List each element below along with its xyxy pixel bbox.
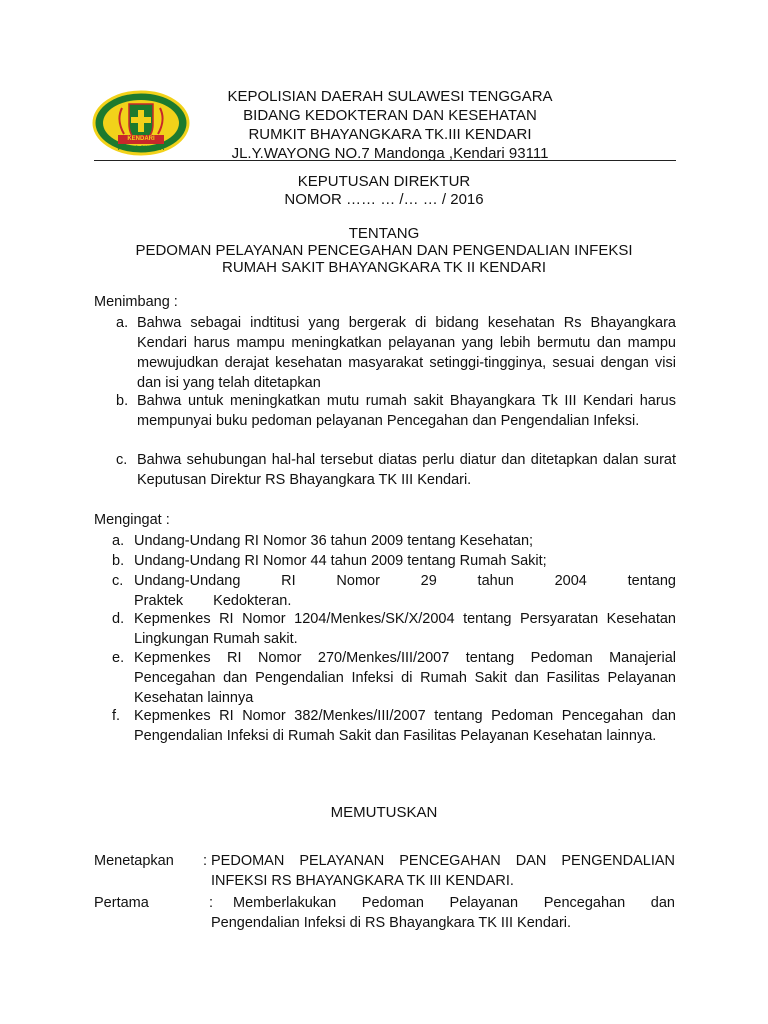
list-marker: a. bbox=[116, 315, 129, 331]
list-item-text: Undang-Undang RI Nomor 44 tahun 2009 tentang Rumah Sakit; bbox=[134, 553, 547, 569]
list-marker: b. bbox=[116, 393, 129, 409]
list-marker: c. bbox=[112, 573, 124, 589]
menetapkan-text: PEDOMAN PELAYANAN PENCEGAHAN DAN PENGENDALIAN INFEKSI RS BHAYANGKARA TK III KENDARI. bbox=[211, 853, 675, 889]
menimbang-label: Menimbang : bbox=[94, 294, 178, 310]
letterhead-institution: KEPOLISIAN DAERAH SULAWESI TENGGARA bbox=[227, 88, 553, 105]
letterhead-division: BIDANG KEDOKTERAN DAN KESEHATAN bbox=[243, 107, 537, 124]
decree-number: NOMOR …… … /… … / 2016 bbox=[284, 191, 484, 208]
list-marker: b. bbox=[112, 553, 125, 569]
list-item-text: Bahwa sehubungan hal-hal tersebut diatas perlu diatur dan ditetapkan dalan surat Keputusan Direktur RS Bhayangkara TK III Kendari. bbox=[137, 452, 676, 488]
pertama-text: Memberlakukan Pedoman Pelayanan Pencegahan dan Pengendalian Infeksi di RS Bhayangkara TK III Kendari. bbox=[211, 895, 675, 931]
letterhead-divider bbox=[94, 160, 676, 161]
list-item-text: Bahwa sebagai indtitusi yang bergerak di bidang kesehatan Rs Bhayangkara Kendari harus mampu meningkatkan pelayanan yang lebih bermutu dan mampu mewujudkan derajat kesehatan masyarakat setinggi-tingginya, sesuai dengan visi dan isi yang telah ditetapkan bbox=[137, 315, 676, 391]
menetapkan-label: Menetapkan bbox=[94, 853, 174, 869]
logo-band-top-text: KENDARI bbox=[127, 136, 155, 142]
decree-about: TENTANG bbox=[348, 225, 420, 242]
list-marker: d. bbox=[112, 611, 125, 627]
list-marker: c. bbox=[116, 452, 128, 468]
list-item-text: Kepmenkes RI Nomor 270/Menkes/III/2007 tentang Pedoman Manajerial Pencegahan dan Pengendalian Infeksi di Rumah Sakit dan Fasilitas Pelayanan Kesehatan lainnya bbox=[134, 650, 676, 706]
list-item-text: Kepmenkes RI Nomor 1204/Menkes/SK/X/2004 tentang Persyaratan Kesehatan Lingkungan Rumah sakit. bbox=[134, 611, 676, 647]
list-marker: f. bbox=[112, 708, 121, 724]
memutuskan-heading: MEMUTUSKAN bbox=[330, 804, 438, 821]
letterhead-address: JL.Y.WAYONG NO.7 Mandonga ,Kendari 93111 bbox=[231, 145, 549, 162]
list-item-text: Undang-Undang RI Nomor 36 tahun 2009 tentang Kesehatan; bbox=[134, 533, 534, 549]
list-marker: e. bbox=[112, 650, 125, 666]
decree-subject-line-1: PEDOMAN PELAYANAN PENCEGAHAN DAN PENGENDALIAN INFEKSI bbox=[135, 242, 633, 259]
decree-heading: KEPUTUSAN DIREKTUR bbox=[297, 173, 471, 190]
list-item-text: Bahwa untuk meningkatkan mutu rumah sakit Bhayangkara Tk III Kendari harus mempunyai buku pedoman pelayanan Pencegahan dan Pengendalian Infeksi. bbox=[137, 393, 676, 429]
menetapkan-colon: : bbox=[203, 853, 208, 869]
list-item-text: Kepmenkes RI Nomor 382/Menkes/III/2007 tentang Pedoman Pencegahan dan Pengendalian Infeksi di Rumah Sakit dan Fasilitas Pelayanan Kesehatan lainnya. bbox=[134, 708, 676, 744]
pertama-colon: : bbox=[209, 895, 214, 911]
logo-band-bottom-text: POLDA SULTRA bbox=[117, 146, 165, 152]
mengingat-label: Mengingat : bbox=[94, 512, 170, 528]
decree-subject-line-2: RUMAH SAKIT BHAYANGKARA TK II KENDARI bbox=[222, 259, 546, 276]
hospital-logo bbox=[92, 90, 190, 156]
letterhead-hospital: RUMKIT BHAYANGKARA TK.III KENDARI bbox=[248, 126, 532, 143]
list-marker: a. bbox=[112, 533, 125, 549]
pertama-label: Pertama bbox=[94, 895, 149, 911]
list-item-text: Undang-Undang RI Nomor 29 tahun 2004 tentang Praktek Kedokteran. bbox=[134, 573, 676, 609]
